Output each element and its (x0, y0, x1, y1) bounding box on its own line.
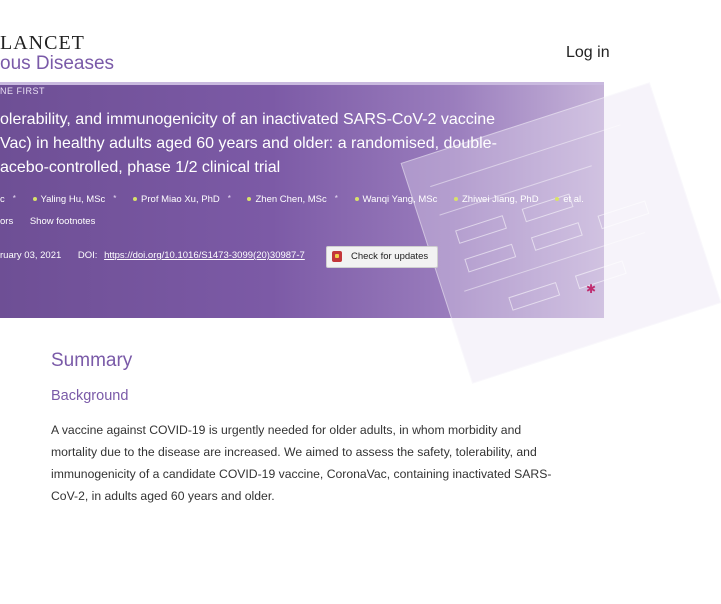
author-dot-icon (133, 197, 137, 201)
publication-date: ruary 03, 2021 (0, 250, 62, 261)
article-title-line: Vac) in healthy adults aged 60 years and older: a randomised, double- (0, 135, 497, 152)
doi-link[interactable]: https://doi.org/10.1016/S1473-3099(20)30987-7 (104, 250, 305, 261)
doi-label: DOI: (77, 250, 98, 261)
author-link[interactable]: Zhiwei Jiang, PhD (452, 194, 545, 205)
publication-meta (0, 250, 305, 261)
journal-logo-lancet[interactable]: LANCET (0, 32, 85, 54)
author-link[interactable]: Yaling Hu, MSc * (31, 194, 123, 205)
corresponding-asterisk: * (113, 194, 117, 203)
journal-logo-subtitle[interactable]: ous Diseases (0, 53, 115, 74)
background-paragraph (51, 419, 571, 507)
article-title (0, 108, 530, 180)
paragraph-line: CoV-2, in adults aged 60 years and older. (51, 489, 275, 503)
summary-heading: Summary (51, 350, 133, 371)
paragraph-line: A vaccine against COVID-19 is urgently needed for older adults, in whom morbidity and (51, 423, 522, 437)
et-al-link[interactable]: et al. (553, 194, 590, 205)
show-all-authors-link[interactable]: ors (0, 216, 14, 227)
corresponding-asterisk: * (12, 194, 16, 203)
article-title-line: olerability, and immunogenicity of an inactivated SARS-CoV-2 vaccine (0, 111, 496, 128)
paragraph-line: immunogenicity of a candidate COVID-19 vaccine, CoronaVac, containing inactivated SARS- (51, 467, 552, 481)
check-for-updates-button[interactable] (326, 246, 438, 268)
altmetric-icon[interactable]: ✱ (586, 282, 597, 296)
background-heading: Background (51, 388, 129, 404)
author-link[interactable]: Prof Miao Xu, PhD * (131, 194, 237, 205)
article-hero-banner (0, 82, 604, 318)
author-dot-icon (555, 197, 559, 201)
author-dot-icon (355, 197, 359, 201)
check-for-updates-label: Check for updates (351, 251, 429, 262)
author-dot-icon (247, 197, 251, 201)
corresponding-asterisk: * (334, 194, 338, 203)
article-title-line: acebo-controlled, phase 1/2 clinical trial (0, 159, 281, 176)
author-link[interactable]: Wanqi Yang, MSc (353, 194, 444, 205)
author-link[interactable]: Zhen Chen, MSc * (245, 194, 343, 205)
crossmark-icon (332, 251, 342, 262)
show-footnotes-link[interactable]: Show footnotes (29, 216, 96, 227)
hero-top-divider (0, 82, 604, 85)
author-dot-icon (33, 197, 37, 201)
login-link[interactable]: Log in (566, 44, 610, 61)
author-list (0, 194, 596, 205)
paragraph-line: mortality due to the disease are increased. We aimed to assess the safety, tolerability, and (51, 445, 537, 459)
site-header (0, 0, 610, 82)
corresponding-asterisk: * (227, 194, 231, 203)
author-actions (0, 216, 109, 227)
author-dot-icon (454, 197, 458, 201)
author-link[interactable]: c * (0, 194, 16, 205)
online-first-label: NE FIRST (0, 86, 46, 96)
